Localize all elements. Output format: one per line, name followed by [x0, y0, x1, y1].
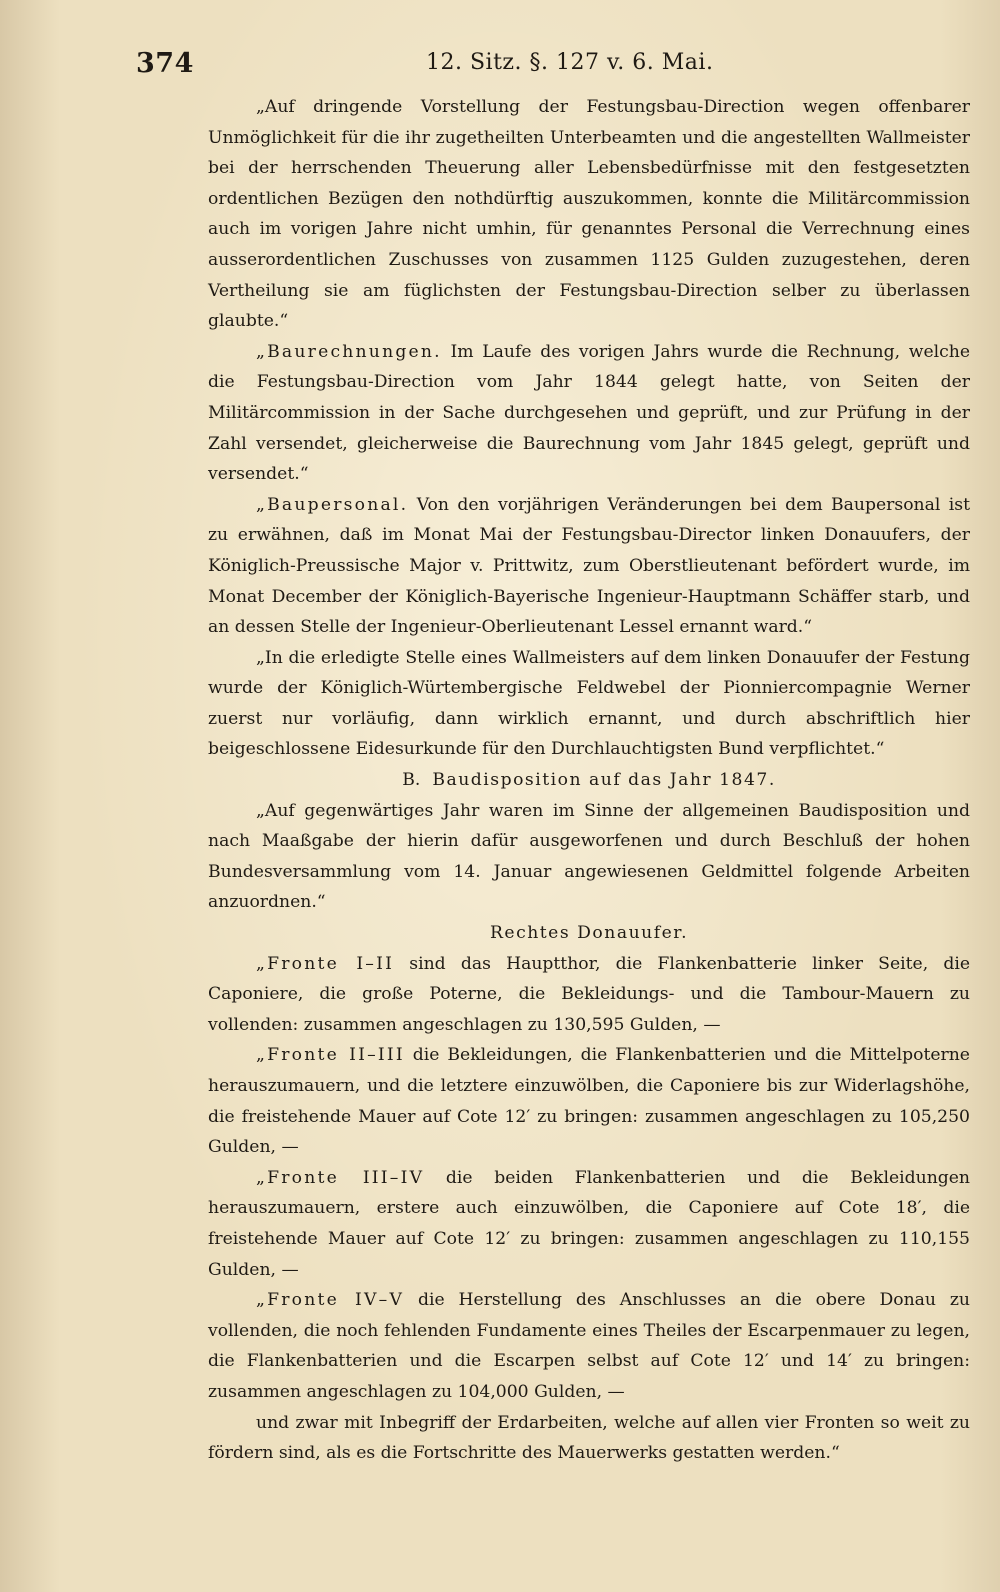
paragraph-front-1-2 — [208, 949, 970, 1041]
paragraph-text: die Herstellung des Anschlusses an die obere Donau zu vollenden, die noch fehlenden Fundamente eines Theiles der Escarpenmauer zu legen, die Flankenbatterien und die Escarpen selbst auf Cote 12′ und 14′ zu bringen: zusammen angeschlagen zu 104,000 Gulden, — — [208, 1290, 970, 1402]
page-header — [136, 44, 796, 84]
paragraph-lead: „Fronte III–IV — [256, 1167, 425, 1188]
paragraph-lead: „Fronte I–II — [256, 953, 395, 974]
paragraph-text: die Bekleidungen, die Flankenbatterien und die Mittelpoterne herauszumauern, und die letztere einzuwölben, die Caponiere bis zur Widerlagshöhe, die freistehende Mauer auf Cote 12′ zu bringen: zusammen angeschlagen zu 105,250 Gulden, — — [208, 1045, 970, 1158]
paragraph-front-4-5 — [208, 1285, 970, 1407]
section-title: Rechtes Donauufer. — [489, 923, 689, 944]
paragraph-text: die beiden Flankenbatterien und die Bekleidungen herauszumauern, erstere auch einzuwölben, die Caponiere auf Cote 18′, die freistehende Mauer auf Cote 12′ zu bringen: zusammen angeschlagen zu 110,155 Gulden, — — [208, 1167, 971, 1280]
paragraph-personnel-supplement — [208, 92, 970, 337]
paragraph-front-3-4 — [208, 1163, 970, 1285]
paragraph-construction-staff — [208, 490, 970, 643]
paragraph-earthworks — [208, 1408, 970, 1469]
paragraph-text: „In die erledigte Stelle eines Wallmeisters auf dem linken Donauufer der Festung wurde der Königlich-Würtembergische Feldwebel der Pionniercompagnie Werner zuerst nur vorläufig, dann wirklich ernannt, und durch abschriftlich hier beigeschlossene Eidesurkunde für den Durchlauchtigsten Bund verpflichtet.“ — [208, 647, 970, 760]
paragraph-lead: „Baurechnungen. — [256, 341, 442, 362]
paragraph-text: und zwar mit Inbegriff der Erdarbeiten, welche auf allen vier Fronten so weit zu fördern sind, als es die Fortschritte des Mauerwerks gestatten werden.“ — [208, 1412, 970, 1464]
section-heading-b — [208, 765, 970, 796]
paragraph-front-2-3 — [208, 1040, 970, 1162]
section-heading-right-bank — [208, 918, 970, 949]
page-number: 374 — [136, 48, 194, 79]
section-title: Baudisposition auf das Jahr 1847. — [432, 770, 776, 791]
running-head: 12. Sitz. §. 127 v. 6. Mai. — [426, 50, 714, 75]
paragraph-text: „Auf dringende Vorstellung der Festungsbau-Direction wegen offenbarer Unmöglichkeit für die ihr zugetheilten Unterbeamten und die angestellten Wallmeister bei der herrschenden Theuerung aller Lebensbedürfnisse mit den festgesetzten ordentlichen Bezügen den nothdürftig auszukommen, konnte die Militärcommission auch im vorigen Jahre nicht umhin, für genanntes Personal die Verrechnung eines ausserordentlichen Zuschusses von zusammen 1125 Gulden zuzugestehen, deren Vertheilung sie am füglichsten der Festungsbau-Direction selber zu überlassen glaubte.“ — [208, 97, 970, 332]
paragraph-text: Von den vorjährigen Veränderungen bei dem Baupersonal ist zu erwähnen, daß im Monat Mai der Festungsbau-Director linken Donauufers, der Königlich-Preussische Major v. Prittwitz, zum Oberstlieutenant befördert wurde, im Monat December der Königlich-Bayerische Ingenieur-Hauptmann Schäffer starb, und an dessen Stelle der Ingenieur-Oberlieutenant Lessel ernannt ward.“ — [208, 494, 970, 638]
paragraph-wallmeister-appointment — [208, 643, 970, 765]
paragraph-lead: „Baupersonal. — [256, 494, 409, 515]
paragraph-text: sind das Hauptthor, die Flankenbatterie linker Seite, die Caponiere, die große Poterne, die Bekleidungs- und die Tambour-Mauern zu vollenden: zusammen angeschlagen zu 130,595 Gulden, — — [208, 953, 971, 1035]
paragraph-building-plan — [208, 796, 970, 918]
paragraph-lead: „Fronte IV–V — [256, 1290, 405, 1311]
paragraph-text: Im Laufe des vorigen Jahrs wurde die Rechnung, welche die Festungsbau-Direction vom Jahr 1844 gelegt hatte, von Seiten der Militärcommission in der Sache durchgesehen und geprüft, und zur Prüfung in der Zahl versendet, gleicherweise die Baurechnung vom Jahr 1845 gelegt, geprüft und versendet.“ — [208, 341, 970, 485]
page-body — [208, 92, 970, 1469]
section-label: B. — [402, 770, 421, 791]
paragraph-construction-accounts — [208, 337, 970, 490]
paragraph-text: „Auf gegenwärtiges Jahr waren im Sinne der allgemeinen Baudisposition und nach Maaßgabe der hierin dafür ausgeworfenen und durch Beschluß der hohen Bundesversammlung vom 14. Januar angewiesenen Geldmittel folgende Arbeiten anzuordnen.“ — [208, 800, 970, 913]
paragraph-lead: „Fronte II–III — [256, 1045, 405, 1066]
